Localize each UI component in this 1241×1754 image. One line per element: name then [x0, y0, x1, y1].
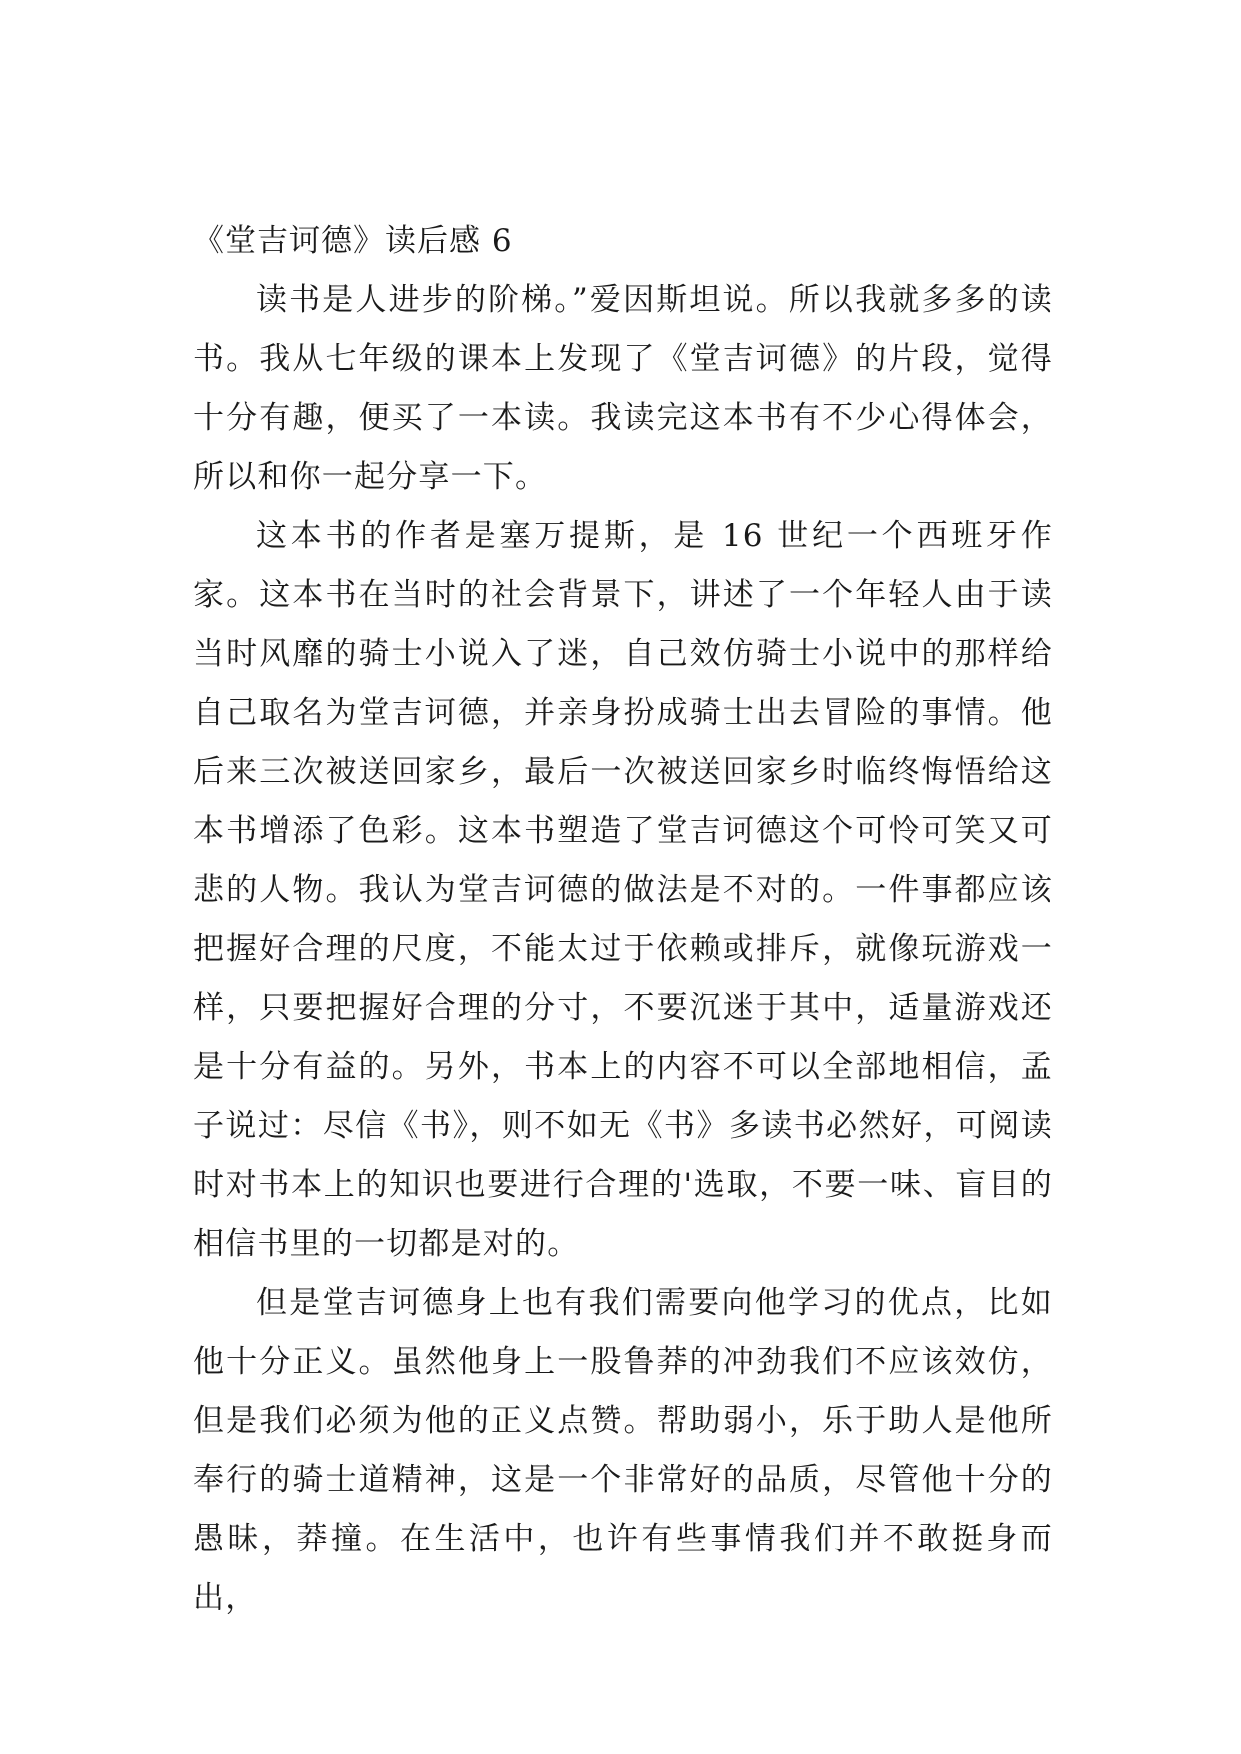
document-title: 《堂吉诃德》读后感 6: [193, 223, 513, 259]
paragraph: 读书是人进步的阶梯。”爱因斯坦说。所以我就多多的读书。我从七年级的课本上发现了《堂吉诃德》的片段，觉得十分有趣，便买了一本读。我读完这本书有不少心得体会，所以和你一起分享一下。: [193, 282, 1053, 495]
paragraph: 但是堂吉诃德身上也有我们需要向他学习的优点，比如他十分正义。虽然他身上一股鲁莽的冲劲我们不应该效仿，但是我们必须为他的正义点赞。帮助弱小，乐于助人是他所奉行的骑士道精神，这是一个非常好的品质，尽管他十分的愚昧，莽撞。在生活中，也许有些事情我们并不敢挺身而出，: [193, 1285, 1053, 1616]
paragraph: 这本书的作者是塞万提斯，是 16 世纪一个西班牙作家。这本书在当时的社会背景下，讲述了一个年轻人由于读当时风靡的骑士小说入了迷，自己效仿骑士小说中的那样给自己取名为堂吉诃德，并亲身扮成骑士出去冒险的事情。他后来三次被送回家乡，最后一次被送回家乡时临终悔悟给这本书增添了色彩。这本书塑造了堂吉诃德这个可怜可笑又可悲的人物。我认为堂吉诃德的做法是不对的。一件事都应该把握好合理的尺度，不能太过于依赖或排斥，就像玩游戏一样，只要把握好合理的分寸，不要沉迷于其中，适量游戏还是十分有益的。另外，书本上的内容不可以全部地相信，孟子说过：尽信《书》，则不如无《书》多读书必然好，可阅读时对书本上的知识也要进行合理的'选取，不要一味、盲目的相信书里的一切都是对的。: [193, 518, 1053, 1262]
document-body: [193, 212, 1053, 1628]
